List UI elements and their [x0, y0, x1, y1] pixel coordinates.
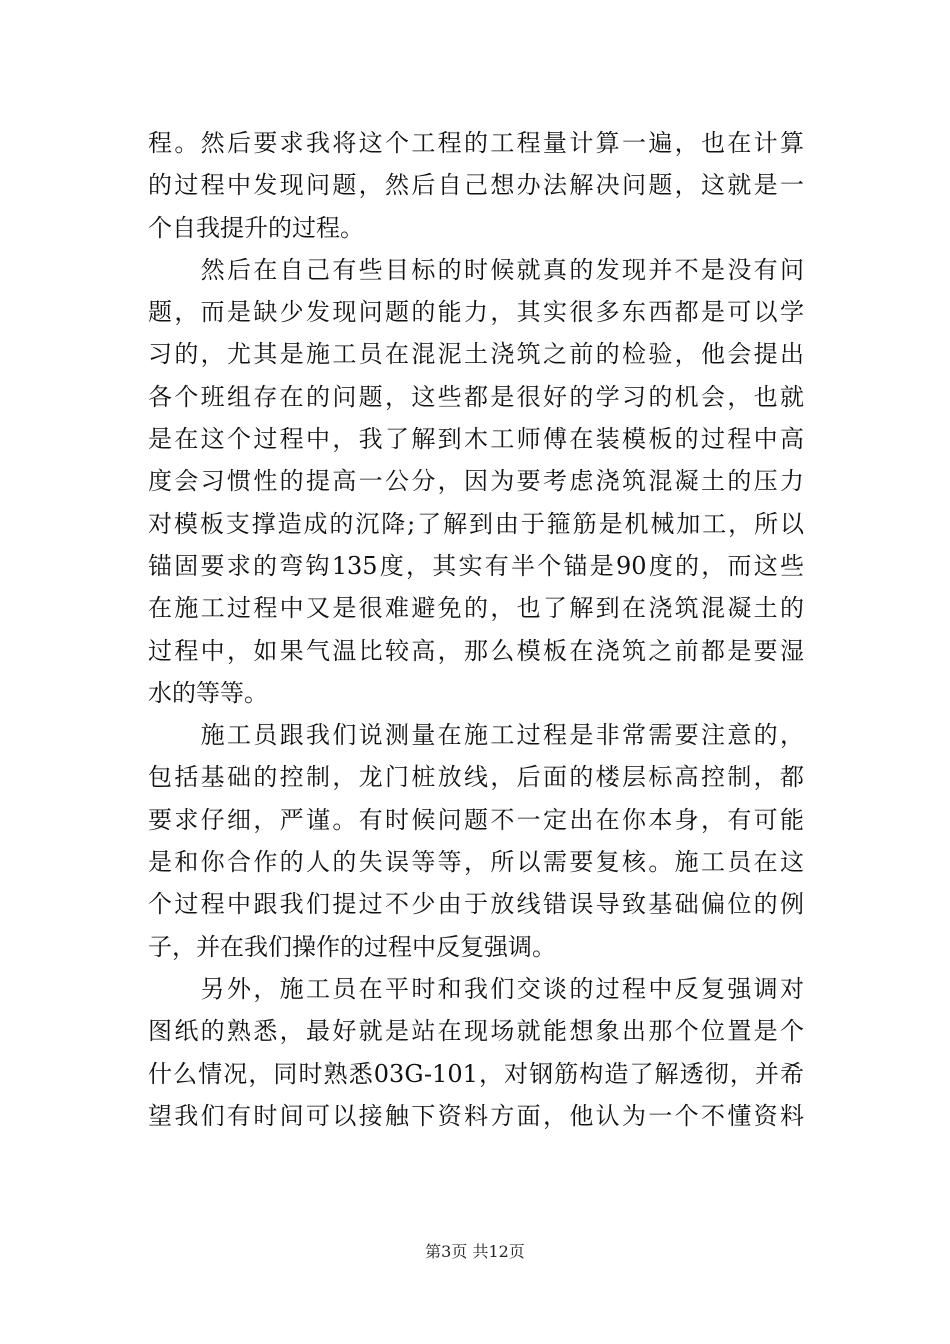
text-line: 题，而是缺少发现问题的能力，其实很多东西都是可以学: [148, 298, 804, 327]
text-line: 是在这个过程中，我了解到木工师傅在装模板的过程中高: [148, 425, 804, 454]
text-line: 是和你合作的人的失误等等，所以需要复核。施工员在这: [148, 848, 804, 877]
text-line: 锚固要求的弯钩135度，其实有半个锚是90度的，而这些: [148, 551, 804, 580]
text-line: 个过程中跟我们提过不少由于放线错误导致基础偏位的例: [148, 890, 804, 919]
text-line: 过程中，如果气温比较高，那么模板在浇筑之前都是要湿: [148, 636, 804, 665]
text-line: 对模板支撑造成的沉降;了解到由于箍筋是机械加工，所以: [148, 509, 804, 538]
text-line: 水的等等。: [148, 678, 268, 707]
text-line: 另外，施工员在平时和我们交谈的过程中反复强调对: [148, 974, 804, 1003]
text-line: 望我们有时间可以接触下资料方面，他认为一个不懂资料: [148, 1101, 804, 1130]
text-line: 的过程中发现问题，然后自己想办法解决问题，这就是一: [148, 171, 804, 200]
text-line: 要求仔细，严谨。有时候问题不一定出在你本身，有可能: [148, 805, 804, 834]
text-line: 施工员跟我们说测量在施工过程是非常需要注意的，: [148, 721, 804, 750]
text-line: 包括基础的控制，龙门桩放线，后面的楼层标高控制，都: [148, 763, 804, 792]
body-text: [148, 122, 804, 1137]
text-line: 子，并在我们操作的过程中反复强调。: [148, 932, 556, 961]
text-line: 度会习惯性的提高一公分，因为要考虑浇筑混凝土的压力: [148, 467, 804, 496]
text-line: 然后在自己有些目标的时候就真的发现并不是没有问: [148, 255, 804, 284]
text-line: 在施工过程中又是很难避免的，也了解到在浇筑混凝土的: [148, 594, 804, 623]
text-line: 什么情况，同时熟悉03G-101，对钢筋构造了解透彻，并希: [148, 1059, 804, 1088]
text-line: 个自我提升的过程。: [148, 213, 364, 242]
text-line: 图纸的熟悉，最好就是站在现场就能想象出那个位置是个: [148, 1017, 804, 1046]
text-line: 各个班组存在的问题，这些都是很好的学习的机会，也就: [148, 382, 804, 411]
text-line: 程。然后要求我将这个工程的工程量计算一遍，也在计算: [148, 129, 804, 157]
text-line: 习的，尤其是施工员在混泥土浇筑之前的检验，他会提出: [148, 340, 804, 369]
page-footer: 第3页 共12页: [425, 1242, 525, 1261]
